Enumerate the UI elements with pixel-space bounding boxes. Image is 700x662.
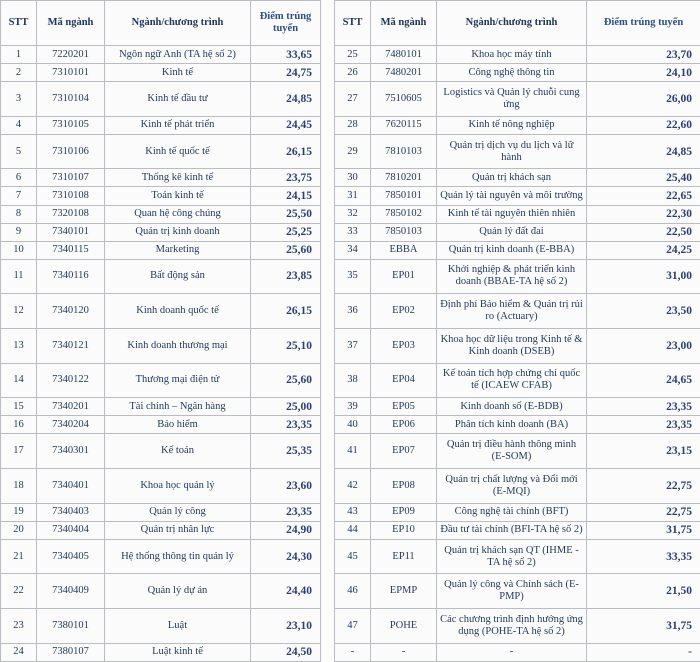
column-gap (321, 503, 335, 521)
program-name-cell: Quản trị kinh doanh (E-BBA) (437, 241, 587, 259)
header-code-right: Mã ngành (371, 1, 437, 46)
code-cell: EP10 (371, 521, 437, 539)
score-cell: 22,75 (587, 469, 700, 504)
program-name-cell: Kế toán tích hợp chứng chỉ quốc tế (ICAEW CFAB) (437, 363, 587, 398)
program-name-cell: Quản lý dự án (105, 574, 251, 609)
code-cell: 7310101 (37, 64, 105, 82)
stt-cell: 13 (1, 328, 37, 363)
column-gap (321, 363, 335, 398)
score-cell: - (587, 643, 700, 661)
score-cell: 24,10 (587, 64, 700, 82)
program-name-cell: Khoa học quản lý (105, 469, 251, 504)
column-gap (321, 169, 335, 187)
program-name-cell: Quan hệ công chúng (105, 205, 251, 223)
code-cell: EP02 (371, 294, 437, 329)
score-cell: 23,35 (251, 416, 321, 434)
column-gap (321, 521, 335, 539)
code-cell: 7340409 (37, 574, 105, 609)
score-cell: 24,15 (251, 187, 321, 205)
program-name-cell: Kinh tế nông nghiệp (437, 116, 587, 134)
score-cell: 24,45 (251, 116, 321, 134)
program-name-cell: Quản trị khách sạn (437, 169, 587, 187)
stt-cell: 19 (1, 503, 37, 521)
score-cell: 31,75 (587, 521, 700, 539)
table-row (1, 205, 700, 223)
program-name-cell: Kinh tế phát triển (105, 116, 251, 134)
header-row (1, 1, 700, 46)
stt-cell: 34 (335, 241, 371, 259)
column-gap (321, 416, 335, 434)
score-cell: 23,35 (587, 416, 700, 434)
program-name-cell: Quản trị chất lượng và Đổi mới (E-MQI) (437, 469, 587, 504)
program-name-cell: Các chương trình định hướng ứng dụng (POHE-TA hệ số 2) (437, 609, 587, 644)
code-cell: 7310108 (37, 187, 105, 205)
program-name-cell: Quản trị dịch vụ du lịch và lữ hành (437, 134, 587, 169)
program-name-cell: Toán kinh tế (105, 187, 251, 205)
program-name-cell: Quản lý tài nguyên và môi trường (437, 187, 587, 205)
stt-cell: 16 (1, 416, 37, 434)
program-name-cell: Kinh doanh thương mại (105, 328, 251, 363)
score-cell: 23,10 (251, 609, 321, 644)
stt-cell: 18 (1, 469, 37, 504)
score-cell: 24,85 (251, 82, 321, 117)
stt-cell: 27 (335, 82, 371, 117)
score-cell: 23,35 (251, 503, 321, 521)
code-cell: 7380107 (37, 643, 105, 661)
program-name-cell: Đầu tư tài chính (BFI-TA hệ số 2) (437, 521, 587, 539)
code-cell: 7340204 (37, 416, 105, 434)
stt-cell: 3 (1, 82, 37, 117)
program-name-cell: Khoa học máy tính (437, 46, 587, 64)
column-gap (321, 223, 335, 241)
score-cell: 23,15 (587, 434, 700, 469)
program-name-cell: Công nghệ tài chính (BFT) (437, 503, 587, 521)
code-cell: POHE (371, 609, 437, 644)
score-cell: 24,50 (251, 643, 321, 661)
score-cell: 25,00 (251, 398, 321, 416)
score-cell: 25,60 (251, 363, 321, 398)
table-row (1, 434, 700, 469)
code-cell: 7620115 (371, 116, 437, 134)
score-cell: 23,85 (251, 259, 321, 294)
score-cell: 25,40 (587, 169, 700, 187)
header-score-right: Điểm trúng tuyển (587, 1, 700, 46)
stt-cell: 8 (1, 205, 37, 223)
stt-cell: 20 (1, 521, 37, 539)
score-cell: 25,50 (251, 205, 321, 223)
table-row (1, 116, 700, 134)
stt-cell: 26 (335, 64, 371, 82)
program-name-cell: Quản lý công (105, 503, 251, 521)
program-name-cell: Thống kê kinh tế (105, 169, 251, 187)
code-cell: 7340201 (37, 398, 105, 416)
program-name-cell: Kinh tế (105, 64, 251, 82)
code-cell: 7340403 (37, 503, 105, 521)
column-gap (321, 259, 335, 294)
program-name-cell: Quản trị điều hành thông minh (E-SOM) (437, 434, 587, 469)
code-cell: 7850101 (371, 187, 437, 205)
stt-cell: 29 (335, 134, 371, 169)
stt-cell: 43 (335, 503, 371, 521)
code-cell: 7340121 (37, 328, 105, 363)
stt-cell: 1 (1, 46, 37, 64)
table-row (1, 609, 700, 644)
program-name-cell: Quản trị khách sạn QT (IHME - TA hệ số 2) (437, 539, 587, 574)
code-cell: 7510605 (371, 82, 437, 117)
code-cell: EP09 (371, 503, 437, 521)
code-cell: EP04 (371, 363, 437, 398)
table-row (1, 363, 700, 398)
program-name-cell: Quản trị kinh doanh (105, 223, 251, 241)
code-cell: 7380101 (37, 609, 105, 644)
program-name-cell: Bảo hiểm (105, 416, 251, 434)
code-cell: EP06 (371, 416, 437, 434)
code-cell: EP05 (371, 398, 437, 416)
code-cell: 7220201 (37, 46, 105, 64)
code-cell: 7810201 (371, 169, 437, 187)
stt-cell: 6 (1, 169, 37, 187)
table-row (1, 259, 700, 294)
code-cell: 7310106 (37, 134, 105, 169)
score-cell: 22,50 (587, 223, 700, 241)
program-name-cell: Quản trị nhân lực (105, 521, 251, 539)
program-name-cell: Khoa học dữ liệu trong Kinh tế & Kinh doanh (DSEB) (437, 328, 587, 363)
code-cell: 7480101 (371, 46, 437, 64)
code-cell: 7340405 (37, 539, 105, 574)
header-stt-right: STT (335, 1, 371, 46)
score-cell: 24,65 (587, 363, 700, 398)
stt-cell: 24 (1, 643, 37, 661)
table-row (1, 643, 700, 661)
stt-cell: 12 (1, 294, 37, 329)
program-name-cell: Luật (105, 609, 251, 644)
table-row (1, 574, 700, 609)
table-row (1, 539, 700, 574)
table-row (1, 64, 700, 82)
table-row (1, 46, 700, 64)
column-gap (321, 241, 335, 259)
score-cell: 24,30 (251, 539, 321, 574)
program-name-cell: Kinh tế quốc tế (105, 134, 251, 169)
score-cell: 23,50 (587, 294, 700, 329)
stt-cell: 17 (1, 434, 37, 469)
table-row (1, 241, 700, 259)
score-cell: 33,65 (251, 46, 321, 64)
code-cell: 7850102 (371, 205, 437, 223)
stt-cell: 28 (335, 116, 371, 134)
stt-cell: 36 (335, 294, 371, 329)
code-cell: EP07 (371, 434, 437, 469)
program-name-cell: Phân tích kinh doanh (BA) (437, 416, 587, 434)
stt-cell: 39 (335, 398, 371, 416)
score-cell: 24,75 (251, 64, 321, 82)
code-cell: 7340120 (37, 294, 105, 329)
column-gap (321, 328, 335, 363)
program-name-cell: Bất động sản (105, 259, 251, 294)
column-gap (321, 434, 335, 469)
code-cell: EP11 (371, 539, 437, 574)
program-name-cell: Tài chính – Ngân hàng (105, 398, 251, 416)
stt-cell: 47 (335, 609, 371, 644)
column-gap (321, 539, 335, 574)
program-name-cell: Kinh doanh số (E-BDB) (437, 398, 587, 416)
stt-cell: 45 (335, 539, 371, 574)
table-row (1, 169, 700, 187)
stt-cell: 11 (1, 259, 37, 294)
code-cell: EPMP (371, 574, 437, 609)
stt-cell: 7 (1, 187, 37, 205)
score-cell: 26,15 (251, 294, 321, 329)
code-cell: 7340122 (37, 363, 105, 398)
column-gap (321, 116, 335, 134)
score-cell: 23,70 (587, 46, 700, 64)
column-gap (321, 82, 335, 117)
score-cell: 25,25 (251, 223, 321, 241)
column-gap (321, 205, 335, 223)
score-cell: 24,40 (251, 574, 321, 609)
stt-cell: 23 (1, 609, 37, 644)
program-name-cell: Kế toán (105, 434, 251, 469)
score-cell: 33,35 (587, 539, 700, 574)
stt-cell: 2 (1, 64, 37, 82)
stt-cell: 15 (1, 398, 37, 416)
score-cell: 23,75 (251, 169, 321, 187)
score-cell: 22,75 (587, 503, 700, 521)
header-code-left: Mã ngành (37, 1, 105, 46)
program-name-cell: Quản lý đất đai (437, 223, 587, 241)
score-cell: 24,85 (587, 134, 700, 169)
table-row (1, 187, 700, 205)
score-cell: 25,60 (251, 241, 321, 259)
score-cell: 31,75 (587, 609, 700, 644)
score-cell: 26,15 (251, 134, 321, 169)
program-name-cell: Ngôn ngữ Anh (TA hệ số 2) (105, 46, 251, 64)
code-cell: 7480201 (371, 64, 437, 82)
stt-cell: 30 (335, 169, 371, 187)
code-cell: 7340115 (37, 241, 105, 259)
header-program-left: Ngành/chương trình (105, 1, 251, 46)
stt-cell: 14 (1, 363, 37, 398)
code-cell: 7310107 (37, 169, 105, 187)
table-row (1, 416, 700, 434)
code-cell: 7340404 (37, 521, 105, 539)
stt-cell: 21 (1, 539, 37, 574)
score-cell: 24,90 (251, 521, 321, 539)
table-row (1, 82, 700, 117)
stt-cell: 4 (1, 116, 37, 134)
stt-cell: 41 (335, 434, 371, 469)
program-name-cell: Kinh tế đầu tư (105, 82, 251, 117)
code-cell: 7310105 (37, 116, 105, 134)
program-name-cell: Thương mại điện tử (105, 363, 251, 398)
table-body (1, 46, 700, 662)
score-cell: 21,50 (587, 574, 700, 609)
stt-cell: 22 (1, 574, 37, 609)
program-name-cell: Logistics và Quản lý chuỗi cung ứng (437, 82, 587, 117)
score-cell: 22,30 (587, 205, 700, 223)
code-cell: 7310104 (37, 82, 105, 117)
score-cell: 25,10 (251, 328, 321, 363)
score-cell: 22,60 (587, 116, 700, 134)
column-gap (321, 134, 335, 169)
column-gap (321, 643, 335, 661)
code-cell: 7320108 (37, 205, 105, 223)
stt-cell: 37 (335, 328, 371, 363)
header-program-right: Ngành/chương trình (437, 1, 587, 46)
stt-cell: 5 (1, 134, 37, 169)
stt-cell: 46 (335, 574, 371, 609)
program-name-cell: Định phí Bảo hiểm & Quản trị rủi ro (Actuary) (437, 294, 587, 329)
program-name-cell: Khởi nghiệp & phát triển kinh doanh (BBAE-TA hệ số 2) (437, 259, 587, 294)
code-cell: EBBA (371, 241, 437, 259)
stt-cell: 35 (335, 259, 371, 294)
header-score-left: Điểm trúng tuyển (251, 1, 321, 46)
table-row (1, 294, 700, 329)
header-stt-left: STT (1, 1, 37, 46)
stt-cell: 10 (1, 241, 37, 259)
code-cell: 7340301 (37, 434, 105, 469)
code-cell: - (371, 643, 437, 661)
stt-cell: 40 (335, 416, 371, 434)
column-gap (321, 469, 335, 504)
code-cell: EP08 (371, 469, 437, 504)
table-row (1, 503, 700, 521)
code-cell: EP01 (371, 259, 437, 294)
program-name-cell: Hệ thống thông tin quản lý (105, 539, 251, 574)
table-row (1, 521, 700, 539)
score-cell: 31,00 (587, 259, 700, 294)
program-name-cell: Công nghệ thông tin (437, 64, 587, 82)
stt-cell: 25 (335, 46, 371, 64)
program-name-cell: - (437, 643, 587, 661)
score-cell: 24,25 (587, 241, 700, 259)
code-cell: 7340101 (37, 223, 105, 241)
program-name-cell: Kinh doanh quốc tế (105, 294, 251, 329)
stt-cell: 42 (335, 469, 371, 504)
score-cell: 22,65 (587, 187, 700, 205)
column-gap (321, 187, 335, 205)
stt-cell: 9 (1, 223, 37, 241)
code-cell: 7340401 (37, 469, 105, 504)
stt-cell: 38 (335, 363, 371, 398)
code-cell: 7810103 (371, 134, 437, 169)
stt-cell: 32 (335, 205, 371, 223)
table-row (1, 328, 700, 363)
score-cell: 26,00 (587, 82, 700, 117)
table-row (1, 223, 700, 241)
score-cell: 23,00 (587, 328, 700, 363)
program-name-cell: Luật kinh tế (105, 643, 251, 661)
column-gap (321, 294, 335, 329)
column-gap (321, 574, 335, 609)
table-row (1, 398, 700, 416)
stt-cell: 44 (335, 521, 371, 539)
score-cell: 25,35 (251, 434, 321, 469)
score-cell: 23,35 (587, 398, 700, 416)
table-row (1, 469, 700, 504)
program-name-cell: Marketing (105, 241, 251, 259)
column-gap (321, 609, 335, 644)
code-cell: 7340116 (37, 259, 105, 294)
stt-cell: - (335, 643, 371, 661)
column-gap (321, 1, 335, 46)
score-cell: 23,60 (251, 469, 321, 504)
program-name-cell: Quản lý công và Chính sách (E-PMP) (437, 574, 587, 609)
column-gap (321, 64, 335, 82)
column-gap (321, 398, 335, 416)
stt-cell: 31 (335, 187, 371, 205)
table-row (1, 134, 700, 169)
stt-cell: 33 (335, 223, 371, 241)
column-gap (321, 46, 335, 64)
program-name-cell: Kinh tế tài nguyên thiên nhiên (437, 205, 587, 223)
code-cell: 7850103 (371, 223, 437, 241)
code-cell: EP03 (371, 328, 437, 363)
